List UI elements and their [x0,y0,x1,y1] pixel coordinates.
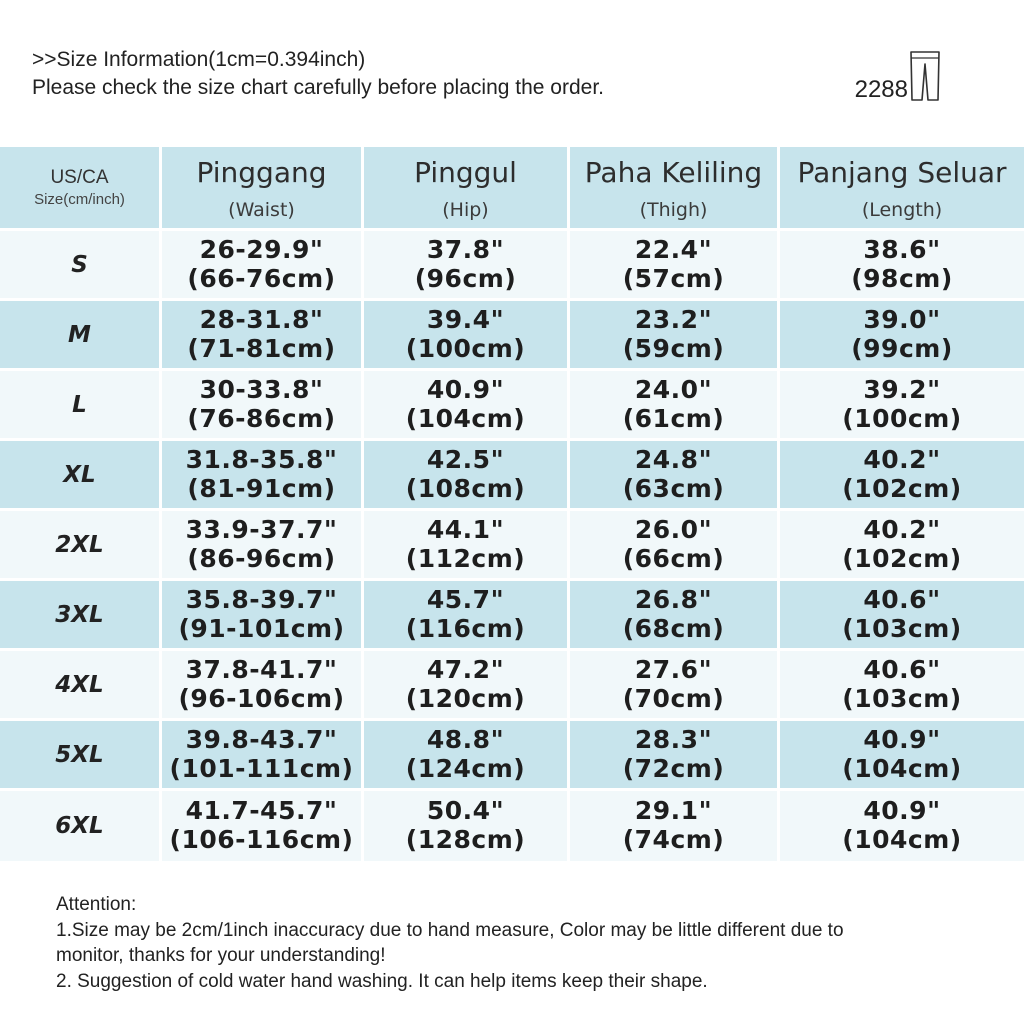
column-subtitle: (Hip) [442,198,489,221]
size-cell [0,651,162,718]
cm-value: (102cm) [842,473,962,503]
cm-value: (61cm) [622,403,725,433]
thigh-cell [570,581,780,648]
size-unit-label: Size(cm/inch) [34,190,125,208]
size-cell [0,301,162,368]
table-row [0,581,1024,651]
cm-value: (81-91cm) [187,473,336,503]
inch-value: 30-33.8" [199,374,324,404]
size-label: 2XL [55,531,104,558]
inch-value: 40.2" [863,514,941,544]
size-cell [0,231,162,298]
size-label: 5XL [55,741,104,768]
size-column-header [0,147,162,228]
cm-value: (66cm) [622,543,725,573]
inch-value: 26.8" [634,584,713,614]
size-label: 3XL [55,601,104,628]
column-title: Pinggul [414,155,517,189]
cm-value: (112cm) [405,543,526,573]
inch-value: 39.4" [426,304,505,334]
thigh-cell [570,651,780,718]
hip-cell [364,511,570,578]
length-cell [780,651,1024,718]
column-title: Paha Keliling [584,155,763,189]
cm-value: (103cm) [842,613,962,643]
column-subtitle: (Thigh) [639,198,708,221]
size-cell [0,791,162,861]
inch-value: 45.7" [426,584,505,614]
thigh-cell [570,721,780,788]
table-row [0,791,1024,861]
table-row [0,231,1024,301]
cm-value: (104cm) [842,825,962,854]
size-label: L [72,391,87,418]
hip-cell [364,301,570,368]
size-label: XL [63,461,96,488]
hip-cell [364,651,570,718]
hip-cell [364,581,570,648]
cm-value: (102cm) [842,543,962,573]
waist-cell [162,511,364,578]
cm-value: (59cm) [622,333,725,363]
waist-cell [162,371,364,438]
attention-title: Attention: [56,894,137,915]
column-header-thigh [570,147,780,228]
hip-cell [364,721,570,788]
size-info-line: >>Size Information(1cm=0.394inch) [32,48,366,71]
thigh-cell [570,301,780,368]
column-header-hip [364,147,570,228]
inch-value: 22.4" [634,234,713,264]
size-info-header [32,46,992,116]
inch-value: 47.2" [426,654,505,684]
table-row [0,301,1024,371]
cm-value: (124cm) [405,753,526,783]
inch-value: 42.5" [426,444,505,474]
inch-value: 33.9-37.7" [185,514,338,544]
thigh-cell [570,511,780,578]
cm-value: (108cm) [405,473,526,503]
inch-value: 40.2" [863,444,941,474]
size-cell [0,371,162,438]
note-line: monitor, thanks for your understanding! [56,945,386,966]
waist-cell [162,301,364,368]
inch-value: 28.3" [634,724,713,754]
length-cell [780,791,1024,861]
inch-value: 24.8" [634,444,713,474]
length-cell [780,511,1024,578]
inch-value: 29.1" [634,796,713,825]
product-code: 2288 [854,76,908,103]
inch-value: 26-29.9" [199,234,324,264]
inch-value: 40.6" [863,584,941,614]
cm-value: (100cm) [842,403,962,433]
check-size-instruction: Please check the size chart carefully before placing the order. [32,76,604,99]
waist-cell [162,231,364,298]
cm-value: (101-111cm) [169,753,354,783]
inch-value: 39.2" [863,374,941,404]
size-chart-table [0,147,1024,861]
note-line: 1.Size may be 2cm/1inch inaccuracy due to hand measure, Color may be little different due to [56,919,844,941]
inch-value: 23.2" [634,304,713,334]
column-header-waist [162,147,364,228]
size-label: 4XL [55,671,104,698]
column-subtitle: (Length) [861,198,943,221]
size-label: S [71,251,88,278]
column-title: Panjang Seluar [797,155,1007,189]
hip-cell [364,231,570,298]
inch-value: 40.9" [426,374,505,404]
size-label: M [68,321,91,348]
note-line: 2. Suggestion of cold water hand washing. It can help items keep their shape. [56,970,708,992]
inch-value: 48.8" [426,724,505,754]
thigh-cell [570,371,780,438]
hip-cell [364,371,570,438]
inch-value: 41.7-45.7" [185,796,338,825]
hip-cell [364,791,570,861]
length-cell [780,441,1024,508]
cm-value: (68cm) [622,613,725,643]
cm-value: (74cm) [622,825,725,854]
waist-cell [162,791,364,861]
table-row [0,371,1024,441]
inch-value: 31.8-35.8" [185,444,338,474]
inch-value: 40.9" [863,796,941,825]
length-cell [780,581,1024,648]
attention-notes [56,892,956,994]
cm-value: (63cm) [622,473,725,503]
inch-value: 39.0" [863,304,941,334]
cm-value: (57cm) [622,263,725,293]
table-row [0,511,1024,581]
table-row [0,721,1024,791]
cm-value: (116cm) [405,613,526,643]
column-header-length [780,147,1024,228]
cm-value: (106-116cm) [169,825,354,854]
inch-value: 40.9" [863,724,941,754]
size-region-label: US/CA [50,166,109,188]
length-cell [780,371,1024,438]
inch-value: 37.8" [426,234,505,264]
column-subtitle: (Waist) [228,198,295,221]
thigh-cell [570,441,780,508]
length-cell [780,721,1024,788]
size-label: 6XL [55,813,104,839]
inch-value: 37.8-41.7" [185,654,338,684]
waist-cell [162,651,364,718]
size-cell [0,511,162,578]
cm-value: (128cm) [405,825,526,854]
hip-cell [364,441,570,508]
cm-value: (104cm) [405,403,526,433]
cm-value: (91-101cm) [178,613,345,643]
inch-value: 39.8-43.7" [185,724,338,754]
table-header-row [0,147,1024,231]
length-cell [780,231,1024,298]
table-row [0,651,1024,721]
inch-value: 35.8-39.7" [185,584,338,614]
thigh-cell [570,791,780,861]
column-title: Pinggang [196,155,327,189]
cm-value: (96cm) [414,263,517,293]
inch-value: 24.0" [634,374,713,404]
table-row [0,441,1024,511]
inch-value: 38.6" [863,234,941,264]
waist-cell [162,721,364,788]
inch-value: 28-31.8" [199,304,324,334]
cm-value: (104cm) [842,753,962,783]
cm-value: (71-81cm) [187,333,336,363]
inch-value: 27.6" [634,654,713,684]
waist-cell [162,441,364,508]
cm-value: (72cm) [622,753,725,783]
cm-value: (100cm) [405,333,526,363]
table-body [0,231,1024,861]
size-cell [0,441,162,508]
pants-icon [908,50,942,102]
waist-cell [162,581,364,648]
cm-value: (76-86cm) [187,403,336,433]
cm-value: (70cm) [622,683,725,713]
inch-value: 40.6" [863,654,941,684]
cm-value: (120cm) [405,683,526,713]
cm-value: (96-106cm) [178,683,345,713]
cm-value: (99cm) [851,333,953,363]
length-cell [780,301,1024,368]
cm-value: (103cm) [842,683,962,713]
thigh-cell [570,231,780,298]
inch-value: 26.0" [634,514,713,544]
inch-value: 44.1" [426,514,505,544]
size-cell [0,721,162,788]
inch-value: 50.4" [426,796,505,825]
cm-value: (98cm) [851,263,953,293]
cm-value: (86-96cm) [187,543,336,573]
cm-value: (66-76cm) [187,263,336,293]
size-cell [0,581,162,648]
